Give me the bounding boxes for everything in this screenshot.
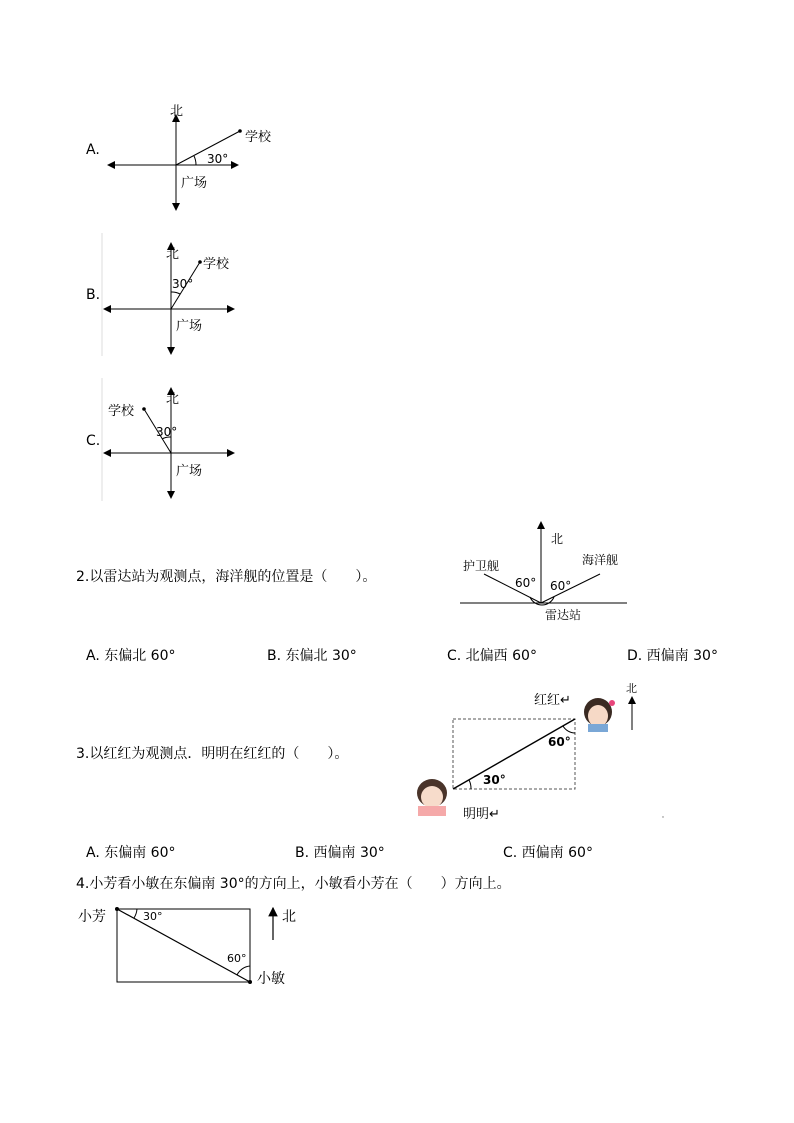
option-c[interactable]: C. 北偏西 60° — [447, 648, 537, 664]
mingming-label: 明明↵ — [463, 807, 500, 822]
angle-right-label: 60° — [550, 579, 572, 593]
option-a[interactable]: A. 东偏南 60° — [86, 845, 176, 861]
option-b[interactable]: B. 西偏南 30° — [295, 845, 385, 861]
north-label: 北 — [166, 392, 180, 407]
angle-bottom-label: 30° — [483, 773, 506, 787]
honghong-label: 红红↵ — [534, 693, 571, 708]
xiaomin-label: 小敏 — [257, 971, 285, 987]
option-b[interactable]: B. 东偏北 30° — [267, 648, 357, 664]
north-label: 北 — [551, 532, 564, 546]
option-c[interactable]: C. 西偏南 60° — [503, 845, 593, 861]
school-label: 学校 — [245, 130, 272, 145]
question-3-stem: 3.以红红为观测点．明明在红红的（ ）。 — [76, 746, 349, 762]
north-label: 北 — [170, 104, 184, 119]
school-label: 学校 — [203, 257, 230, 272]
option-a[interactable]: A. 东偏北 60° — [86, 648, 176, 664]
square-label: 广场 — [176, 319, 203, 334]
angle-bottom-label: 60° — [227, 952, 247, 965]
question-4-stem: 4.小芳看小敏在东偏南 30°的方向上，小敏看小芳在（ ）方向上。 — [76, 876, 511, 892]
angle-label: 30° — [207, 152, 229, 166]
angle-top-label: 60° — [548, 735, 571, 749]
school-label: 学校 — [108, 404, 135, 419]
escort-ship-label: 护卫舰 — [463, 559, 500, 573]
radar-station-label: 雷达站 — [545, 608, 582, 622]
angle-left-label: 60° — [515, 576, 537, 590]
question-2-stem: 2.以雷达站为观测点，海洋舰的位置是（ ）。 — [76, 569, 377, 585]
option-c-label: C. — [86, 433, 101, 449]
north-label: 北 — [626, 682, 637, 695]
north-label: 北 — [166, 247, 180, 262]
xiaofang-label: 小芳 — [78, 909, 106, 925]
angle-top-label: 30° — [143, 910, 163, 923]
square-label: 广场 — [176, 464, 203, 479]
ocean-ship-label: 海洋舰 — [582, 553, 619, 567]
north-label: 北 — [282, 909, 296, 925]
angle-label: 30° — [156, 425, 178, 439]
option-d[interactable]: D. 西偏南 30° — [627, 648, 718, 664]
angle-label: 30° — [172, 277, 194, 291]
option-a-label: A. — [86, 142, 100, 158]
option-b-label: B. — [86, 287, 101, 303]
square-label: 广场 — [181, 176, 208, 191]
